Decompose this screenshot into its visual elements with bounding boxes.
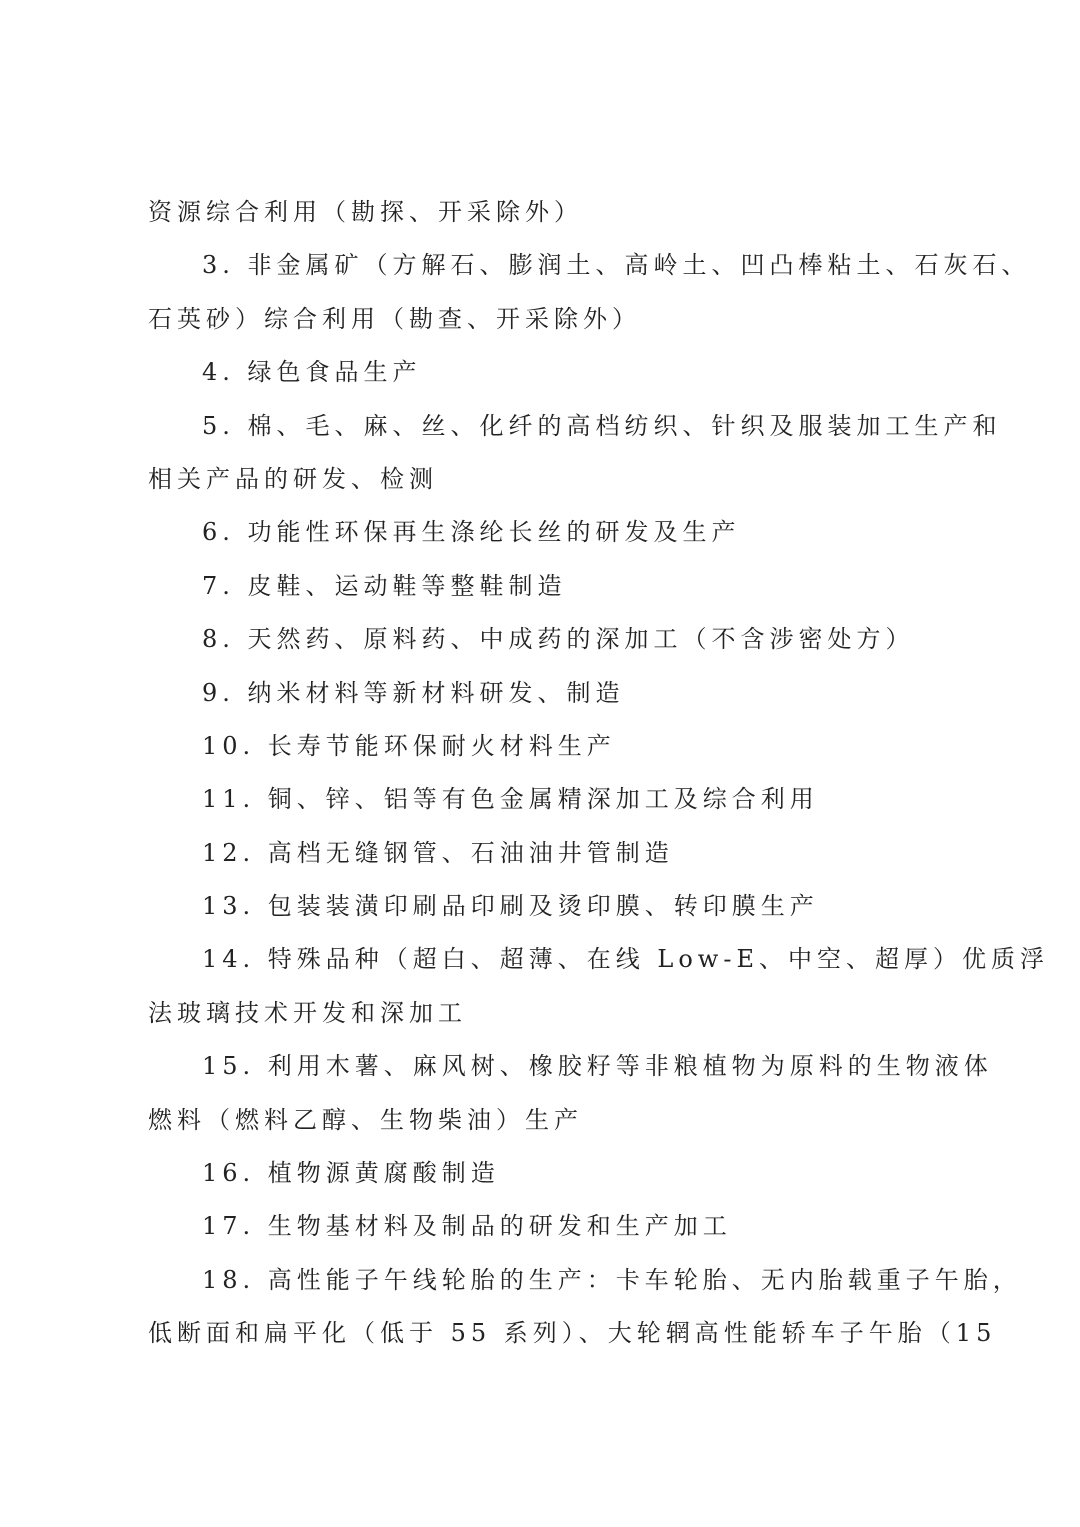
list-item: 17. 生物基材料及制品的研发和生产加工: [202, 1212, 732, 1241]
list-item: 4. 绿色食品生产: [202, 358, 422, 387]
text-line: 法玻璃技术开发和深加工: [148, 998, 467, 1027]
list-item: 9. 纳米材料等新材料研发、制造: [202, 678, 625, 707]
list-item: 12. 高档无缝钢管、石油油井管制造: [202, 838, 674, 867]
text-line: 低断面和扁平化（低于 55 系列）、大轮辋高性能轿车子午胎（15: [148, 1319, 997, 1348]
text-line: 燃料（燃料乙醇、生物柴油）生产: [148, 1105, 583, 1134]
list-item: 13. 包装装潢印刷品印刷及烫印膜、转印膜生产: [202, 892, 819, 921]
list-item: 6. 功能性环保再生涤纶长丝的研发及生产: [202, 518, 741, 547]
list-item: 16. 植物源黄腐酸制造: [202, 1159, 500, 1188]
list-item: 7. 皮鞋、运动鞋等整鞋制造: [202, 571, 567, 600]
list-item: 18. 高性能子午线轮胎的生产：卡车轮胎、无内胎载重子午胎，: [202, 1265, 1022, 1294]
list-item: 14. 特殊品种（超白、超薄、在线 Low-E、中空、超厚）优质浮: [202, 945, 1049, 974]
list-item: 15. 利用木薯、麻风树、橡胶籽等非粮植物为原料的生物液体: [202, 1052, 993, 1081]
text-line: 资源综合利用（勘探、开采除外）: [148, 198, 583, 226]
list-item: 11. 铜、锌、铝等有色金属精深加工及综合利用: [202, 785, 819, 814]
text-line: 石英砂）综合利用（勘查、开采除外）: [148, 304, 641, 333]
list-item: 3. 非金属矿（方解石、膨润土、高岭土、凹凸棒粘土、石灰石、: [202, 251, 1031, 280]
list-item: 5. 棉、毛、麻、丝、化纤的高档纺织、针织及服装加工生产和: [202, 411, 1002, 440]
list-item: 8. 天然药、原料药、中成药的深加工（不含涉密处方）: [202, 625, 915, 654]
document-body: [148, 186, 1049, 1361]
text-line: 相关产品的研发、检测: [148, 464, 438, 493]
list-item: 10. 长寿节能环保耐火材料生产: [202, 731, 616, 760]
